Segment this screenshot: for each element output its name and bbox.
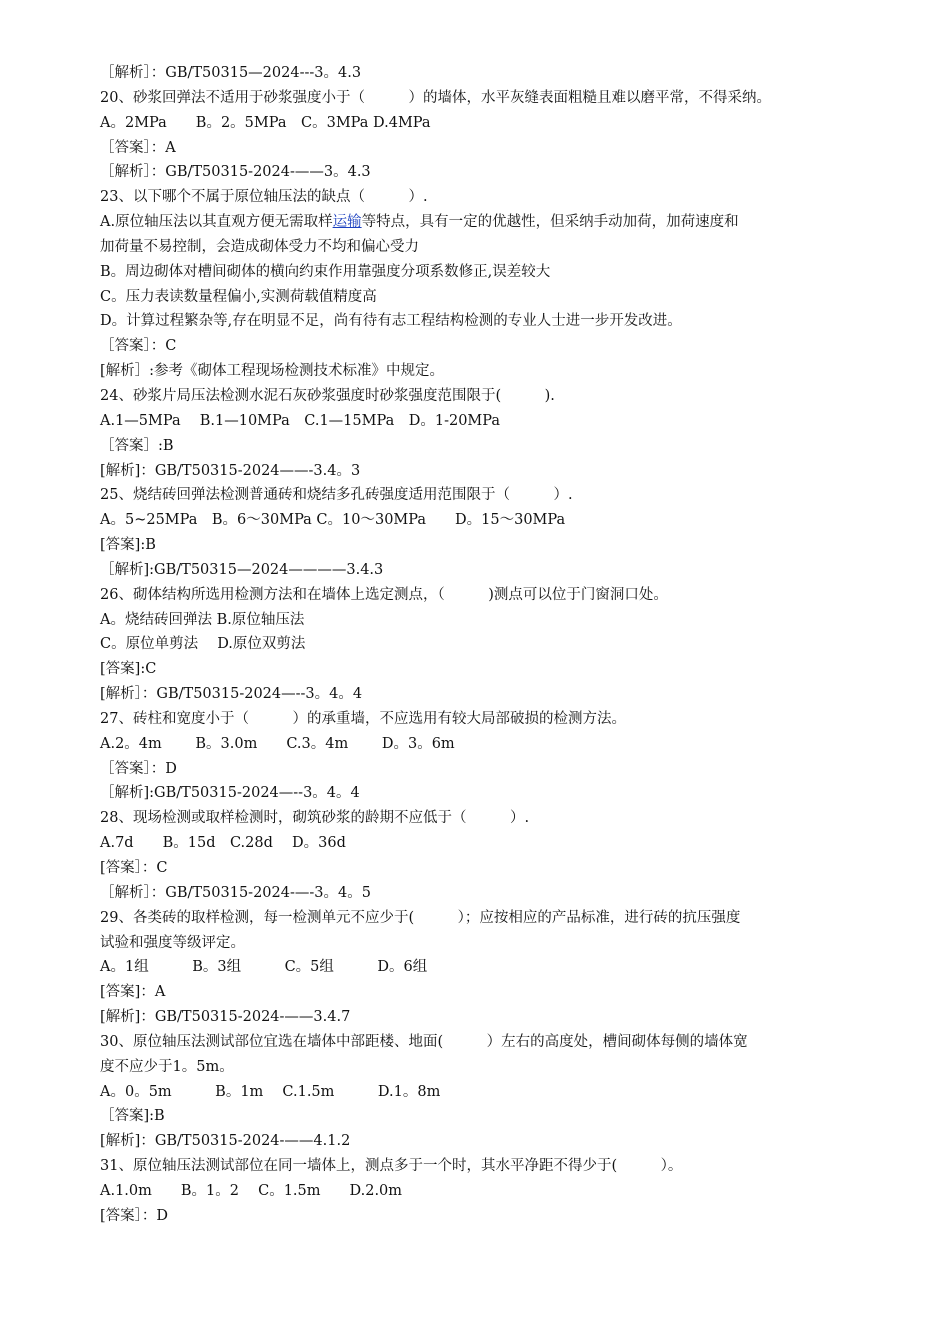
options-25: A。5~25MPa B。6～30MPa C。10～30MPa D。15～30MPa [100,512,566,529]
option-23-b: B。周边砌体对槽间砌体的横向约束作用靠强度分项系数修正,误差较大 [100,263,551,280]
document-page [100,61,880,1229]
option-23-a-after: 等特点，具有一定的优越性，但采纳手动加荷，加荷速度和 [361,214,739,231]
option-23-d: D。计算过程繁杂等,存在明显不足，尚有待有志工程结构检测的专业人士进一步开发改进。 [100,313,682,330]
options-24: A.1—5MPa B.1—10MPa C.1—15MPa D。1-20MPa [100,412,501,429]
question-20: 20、砂浆回弹法不适用于砂浆强度小于（ ）的墙体，水平灰缝表面粗糙且难以磨平常，不得采纳。 [100,89,771,106]
analysis-23: [解析］:参考《砌体工程现场检测技术标准》中规定。 [100,363,445,380]
analysis-24: [解析]：GB/T50315-2024——-3.4。3 [100,462,361,479]
analysis-20: ［解析］：GB/T50315-2024-——3。4.3 [100,164,371,181]
answer-20: ［答案］：A [100,139,176,156]
answer-25: [答案]:B [100,537,156,554]
answer-31: [答案］：D [100,1207,169,1224]
options-28: A.7d B。15d C.28d D。36d [100,835,346,852]
options-26-cd: C。原位单剪法 D.原位双剪法 [100,636,306,653]
transport-link[interactable]: 运输 [332,214,362,231]
question-29-cont: 试验和强度等级评定。 [100,934,245,951]
question-25: 25、烧结砖回弹法检测普通砖和烧结多孔砖强度适用范围限于（ ）. [100,487,573,504]
analysis-28: ［解析］：GB/T50315-2024-—-3。4。5 [100,884,371,901]
answer-29: [答案]：A [100,984,166,1001]
text-line: ［解析］：GB/T50315—2024---3。4.3 [100,65,362,81]
analysis-26: [解析］：GB/T50315-2024—--3。4。4 [100,686,363,703]
analysis-27: ［解析]:GB/T50315-2024—--3。4。4 [100,785,360,802]
question-27: 27、砖柱和宽度小于（ ）的承重墙，不应选用有较大局部破损的检测方法。 [100,710,626,727]
options-26-ab: A。烧结砖回弹法 B.原位轴压法 [100,611,305,628]
option-23-a-cont: 加荷量不易控制，会造成砌体受力不均和偏心受力 [100,238,419,255]
analysis-29: [解析]：GB/T50315-2024-——3.4.7 [100,1009,351,1026]
question-30-cont: 度不应少于1。5m。 [100,1058,234,1075]
question-28: 28、现场检测或取样检测时，砌筑砂浆的龄期不应低于（ ）. [100,810,530,827]
question-31: 31、原位轴压法测试部位在同一墙体上，测点多于一个时，其水平净距不得少于( ）。 [100,1158,683,1175]
options-27: A.2。4m B。3.0m C.3。4m D。3。6m [100,735,455,752]
option-23-a [100,210,880,235]
question-29: 29、各类砖的取样检测，每一检测单元不应少于( ）；应按相应的产品标准，进行砖的抗压强度 [100,909,741,926]
options-20: A。2MPa B。2。5MPa C。3MPa D.4MPa [100,114,431,131]
options-29: A。1组 B。3组 C。5组 D。6组 [100,959,428,976]
analysis-30: [解析]：GB/T50315-2024-——4.1.2 [100,1133,351,1150]
question-26: 26、砌体结构所选用检测方法和在墙体上选定测点，（ )测点可以位于门窗洞口处。 [100,586,668,603]
analysis-25: ［解析]:GB/T50315—2024————3.4.3 [100,561,384,578]
answer-27: ［答案］：D [100,760,177,777]
options-31: A.1.0m B。1。2 C。1.5m D.2.0m [100,1182,403,1199]
options-30: A。0。5m B。1m C.1.5m D.1。8m [100,1083,441,1100]
option-23-c: C。压力表读数量程偏小,实测荷载值精度高 [100,288,377,305]
question-23: 23、以下哪个不属于原位轴压法的缺点（ ）. [100,189,428,206]
question-24: 24、砂浆片局压法检测水泥石灰砂浆强度时砂浆强度范围限于( ). [100,387,555,404]
answer-24: ［答案］:B [100,437,174,454]
answer-30: ［答案]:B [100,1108,165,1125]
answer-26: [答案]:C [100,661,157,678]
answer-23: ［答案］：C [100,338,177,355]
question-30: 30、原位轴压法测试部位宜选在墙体中部距楼、地面( ）左右的高度处，槽间砌体每侧的墙体宽 [100,1033,748,1050]
answer-28: [答案］：C [100,860,168,876]
option-23-a-before: A.原位轴压法以其直观方便无需取样 [100,214,333,231]
